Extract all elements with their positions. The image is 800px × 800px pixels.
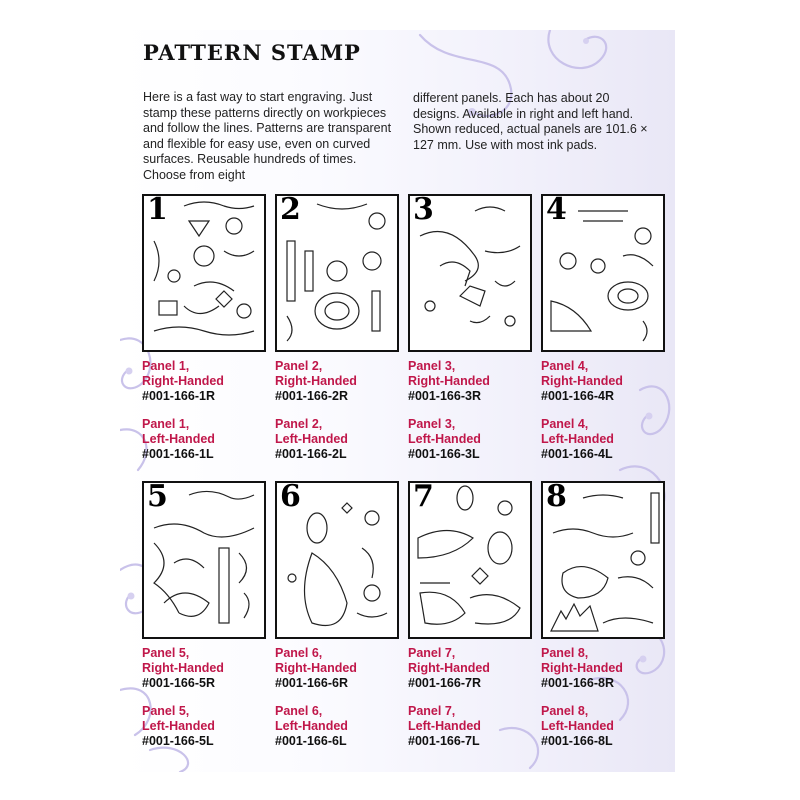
panel-number: 7 <box>413 481 434 514</box>
panel-left-handed-label: Panel 4, <box>541 417 589 431</box>
panel-left-handed-label: Left-Handed <box>275 719 348 733</box>
panel-number: 2 <box>280 194 301 227</box>
stamp-panel-3-image <box>408 194 532 352</box>
panel-left-handed-label: Left-Handed <box>408 432 481 446</box>
panel-right-handed-label: Panel 5, <box>142 646 190 660</box>
panel-right-handed-label: Panel 6, <box>275 646 323 660</box>
stamp-panel-8-image <box>541 481 665 639</box>
part-number: #001-166-5R <box>142 676 215 690</box>
panel-number: 5 <box>147 481 168 514</box>
panel-number: 6 <box>280 481 301 514</box>
panel-6-caption <box>275 646 405 749</box>
panel-right-handed-label: Right-Handed <box>275 661 357 675</box>
engraving-patterns-illustration <box>277 483 397 637</box>
panel-right-handed-label: Right-Handed <box>142 374 224 388</box>
part-number: #001-166-7L <box>408 734 480 748</box>
panel-left-handed-label: Left-Handed <box>541 719 614 733</box>
panel-3-caption <box>408 359 538 462</box>
panel-right-handed-label: Panel 3, <box>408 359 456 373</box>
part-number: #001-166-7R <box>408 676 481 690</box>
engraving-patterns-illustration <box>144 196 264 350</box>
intro-text-column-1: Here is a fast way to start engraving. Just stamp these patterns directly on workpieces and follow the lines. Patterns are transparent and flexible for easy use, even on curved surfaces. Reusable hundreds of times. Choose from eight <box>143 90 392 182</box>
part-number: #001-166-1L <box>142 447 214 461</box>
panel-left-handed-label: Panel 5, <box>142 704 190 718</box>
engraving-patterns-illustration <box>144 483 264 637</box>
part-number: #001-166-6R <box>275 676 348 690</box>
panel-left-handed-label: Panel 7, <box>408 704 456 718</box>
panel-5-caption <box>142 646 272 749</box>
panel-right-handed-label: Right-Handed <box>142 661 224 675</box>
part-number: #001-166-8L <box>541 734 613 748</box>
catalog-page <box>120 30 675 772</box>
panel-8-caption <box>541 646 671 749</box>
panel-left-handed-label: Left-Handed <box>142 432 215 446</box>
part-number: #001-166-3R <box>408 389 481 403</box>
panel-left-handed-label: Left-Handed <box>541 432 614 446</box>
stamp-panel-2-image <box>275 194 399 352</box>
stamp-panel-4-image <box>541 194 665 352</box>
panel-number: 4 <box>546 194 567 227</box>
engraving-patterns-illustration <box>543 483 663 637</box>
panel-right-handed-label: Panel 7, <box>408 646 456 660</box>
panel-right-handed-label: Panel 8, <box>541 646 589 660</box>
part-number: #001-166-1R <box>142 389 215 403</box>
part-number: #001-166-6L <box>275 734 347 748</box>
intro-text-column-2: different panels. Each has about 20 designs. Available in right and left hand. Shown reduced, actual panels are 101.6 × 127 mm. Use with most ink pads. <box>413 91 648 152</box>
panel-left-handed-label: Panel 8, <box>541 704 589 718</box>
panel-number: 3 <box>413 194 434 227</box>
stamp-panel-1-image <box>142 194 266 352</box>
engraving-patterns-illustration <box>277 196 397 350</box>
part-number: #001-166-5L <box>142 734 214 748</box>
panel-right-handed-label: Panel 1, <box>142 359 190 373</box>
panel-left-handed-label: Panel 1, <box>142 417 190 431</box>
panel-1-caption <box>142 359 272 462</box>
panel-right-handed-label: Right-Handed <box>408 661 490 675</box>
panel-left-handed-label: Left-Handed <box>142 719 215 733</box>
panel-left-handed-label: Panel 6, <box>275 704 323 718</box>
panel-left-handed-label: Left-Handed <box>275 432 348 446</box>
panel-right-handed-label: Right-Handed <box>541 661 623 675</box>
part-number: #001-166-2L <box>275 447 347 461</box>
panel-left-handed-label: Left-Handed <box>408 719 481 733</box>
panel-right-handed-label: Right-Handed <box>275 374 357 388</box>
engraving-patterns-illustration <box>410 196 530 350</box>
stamp-panel-6-image <box>275 481 399 639</box>
panel-right-handed-label: Right-Handed <box>408 374 490 388</box>
part-number: #001-166-4R <box>541 389 614 403</box>
panel-4-caption <box>541 359 671 462</box>
engraving-patterns-illustration <box>543 196 663 350</box>
part-number: #001-166-8R <box>541 676 614 690</box>
part-number: #001-166-4L <box>541 447 613 461</box>
page-title: PATTERN STAMP <box>143 40 361 65</box>
panel-number: 1 <box>147 194 168 227</box>
panel-7-caption <box>408 646 538 749</box>
part-number: #001-166-2R <box>275 389 348 403</box>
panel-right-handed-label: Panel 2, <box>275 359 323 373</box>
stamp-panel-5-image <box>142 481 266 639</box>
panel-2-caption <box>275 359 405 462</box>
panel-number: 8 <box>546 481 567 514</box>
panel-left-handed-label: Panel 2, <box>275 417 323 431</box>
panel-left-handed-label: Panel 3, <box>408 417 456 431</box>
panel-right-handed-label: Panel 4, <box>541 359 589 373</box>
panel-right-handed-label: Right-Handed <box>541 374 623 388</box>
engraving-patterns-illustration <box>410 483 530 637</box>
part-number: #001-166-3L <box>408 447 480 461</box>
stamp-panel-7-image <box>408 481 532 639</box>
